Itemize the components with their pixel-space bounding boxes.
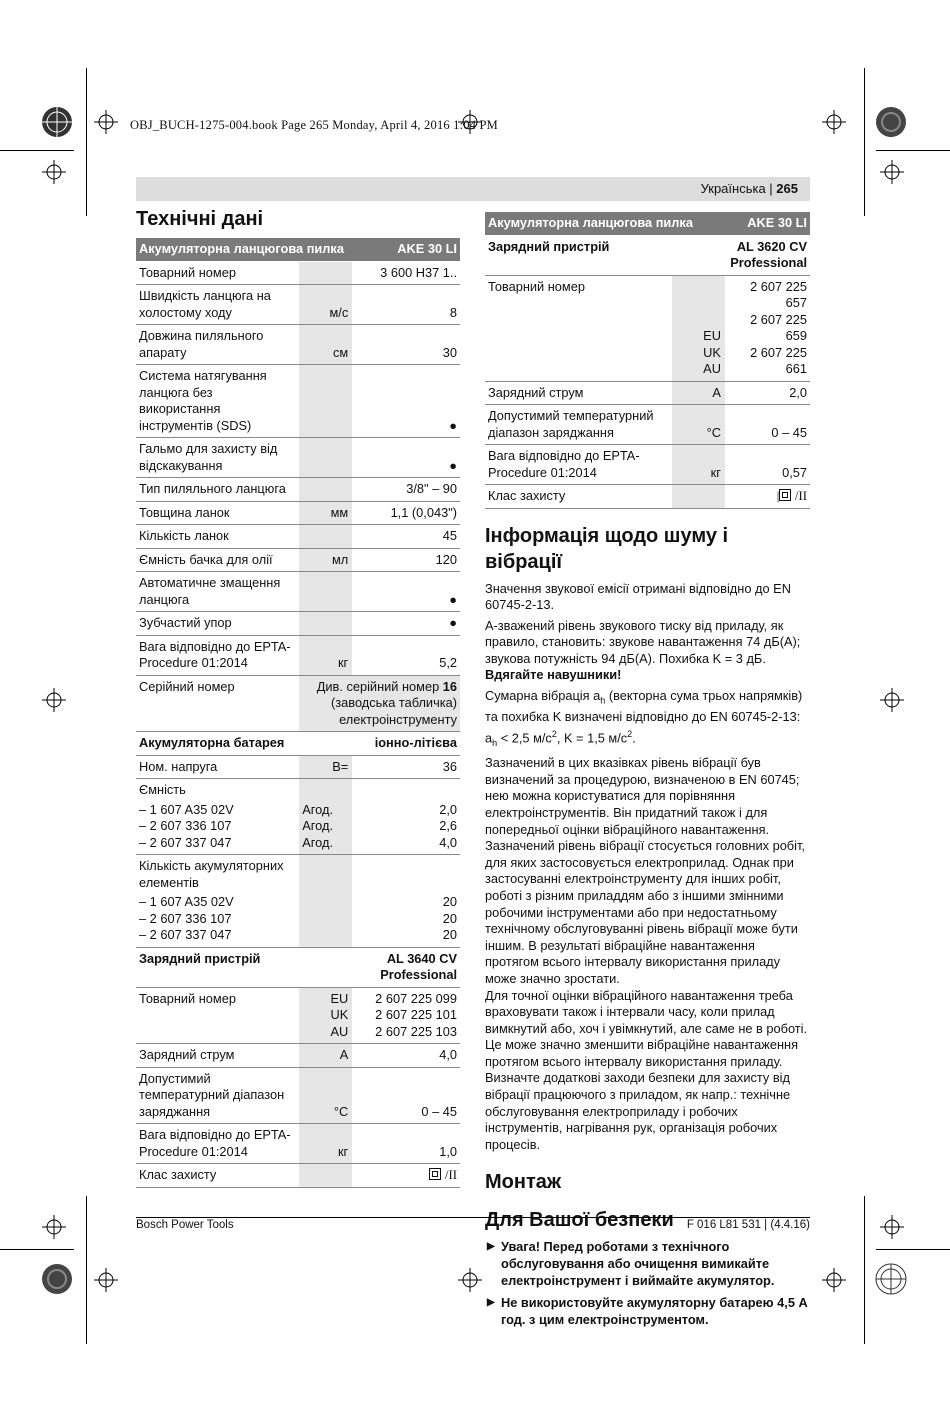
registration-mark-icon — [40, 1262, 74, 1296]
cells-item-value: 20 — [442, 910, 457, 926]
charger-article-values — [725, 275, 810, 381]
spec-row-unit: м/с — [299, 285, 352, 325]
print-slug: OBJ_BUCH-1275-004.book Page 265 Monday, April 4, 2016 1:04 PM — [130, 118, 498, 132]
safety-list — [485, 1239, 810, 1328]
capacity-row — [136, 779, 460, 855]
cells-values — [352, 855, 460, 948]
charger-head-row — [136, 947, 460, 987]
crop-mark — [864, 68, 865, 216]
charger-row-unit: кг — [299, 1124, 352, 1164]
battery-head-value: іонно-літієва — [352, 732, 460, 756]
region-code: EU — [330, 990, 349, 1006]
charger-head-label: Зарядний пристрій — [136, 947, 352, 987]
spec-row-label: Швидкість ланцюга на холостому ходу — [136, 285, 299, 325]
crosshair-icon — [880, 1215, 904, 1239]
region-code: AU — [703, 361, 721, 376]
spec-row-unit: мм — [299, 501, 352, 525]
region-code: UK — [703, 344, 721, 360]
head-label: Акумуляторна ланцюгова пилка — [136, 238, 352, 261]
charger-article-row — [485, 275, 810, 381]
crosshair-icon — [822, 110, 846, 134]
footer-doc-id: F 016 L81 531 | (4.4.16) — [686, 1219, 810, 1231]
protection-class-icon — [429, 1168, 441, 1180]
capacity-item-label: – 2 607 336 107 — [139, 818, 232, 833]
capacity-item-value: 2,6 — [439, 818, 457, 833]
spec-row-unit — [299, 478, 352, 502]
spec-row-value: 1,1 (0,043") — [352, 501, 460, 525]
charger-head-value — [725, 235, 810, 275]
spec-row-unit — [299, 572, 352, 612]
spec-row-label: Тип пиляльного ланцюга — [136, 478, 299, 502]
cells-units — [299, 855, 352, 948]
noise-paragraph: А-зважений рівень звукового тиску від приладу, як правило, становить: звукове навантаження 74 дБ(А); звукова потужність 94 дБ(А). Похибка K = 3 дБ. — [485, 617, 801, 666]
serial-label: Серійний номер — [136, 675, 299, 732]
vibration-text: a — [485, 730, 493, 746]
charger-row — [136, 1067, 460, 1124]
spec-row-label: Кількість ланок — [136, 525, 299, 549]
running-header: Українська | 265 — [136, 177, 810, 201]
spec-row-label: Товарний номер — [136, 261, 299, 285]
serial-value-c: (заводська табличка) електроінструменту — [331, 695, 457, 727]
article-number: 2 607 225 659 — [750, 311, 807, 343]
spec-row-label: Зубчастий упор — [136, 612, 299, 636]
charger-row-label: Зарядний струм — [485, 381, 672, 405]
vibration-paragraph — [485, 688, 810, 726]
protection-value — [352, 1164, 460, 1188]
spec-row — [136, 525, 460, 549]
spec-table — [136, 238, 460, 1188]
cells-item-label: – 2 607 336 107 — [139, 910, 232, 926]
vibration-text: < 2,5 м/с — [497, 730, 552, 746]
spec-row-label: Ємність бачка для олії — [136, 548, 299, 572]
charger-model: AL 3620 CV — [736, 238, 807, 254]
charger-article-regions — [299, 987, 352, 1044]
charger-row-unit: A — [672, 381, 725, 405]
crosshair-icon — [880, 160, 904, 184]
vibration-sup: 2 — [551, 728, 557, 739]
capacity-label: Ємність — [139, 782, 186, 797]
spec-row-unit — [299, 261, 352, 285]
spec-row — [136, 548, 460, 572]
page-number: 265 — [776, 181, 798, 196]
vibration-text: (векторна сума трьох напрямків) та похибка K визначені відповідно до EN 60745-2-13: — [485, 688, 803, 725]
protection-label: Клас захисту — [485, 485, 672, 509]
cells-labels — [136, 855, 299, 948]
spec-row — [136, 365, 460, 438]
spec-row-value: 3 600 H37 1.. — [352, 261, 460, 285]
crop-mark — [86, 68, 87, 216]
vibration-paragraph: Для точної оцінки вібраційного навантаження треба враховувати також і інтервали часу, коли прилад вимкнутий або, хоч і увімкнутий, але саме не в роботі. Це може значно зменшити вібраційне навантаження протягом всього інтервалу використання приладу. — [485, 987, 808, 1069]
charger-row — [136, 1044, 460, 1068]
protection-unit — [672, 485, 725, 509]
spec-row — [136, 501, 460, 525]
charger-model: AL 3640 CV — [386, 950, 457, 966]
cells-item-value: 20 — [442, 927, 457, 942]
charger-article-regions — [672, 275, 725, 381]
crosshair-icon — [94, 1268, 118, 1292]
serial-value-b: 16 — [442, 678, 457, 694]
crosshair-icon — [458, 1268, 482, 1292]
article-number: 2 607 225 103 — [375, 1023, 457, 1039]
crop-mark — [876, 150, 950, 151]
spec-row-label: Система натягування ланцюга без використання інструментів (SDS) — [136, 365, 299, 438]
vibration-text: Сумарна вібрація a — [485, 688, 601, 704]
cells-row — [136, 855, 460, 948]
charger-model-line: Professional — [730, 255, 807, 270]
registration-mark-icon — [40, 105, 74, 139]
list-item — [485, 1295, 810, 1328]
capacity-item-unit: Агод. — [302, 801, 334, 817]
charger-row-label: Вага відповідно до EPTA-Procedure 01:2014 — [136, 1124, 299, 1164]
capacity-units — [299, 779, 352, 855]
spec-row-label: Товщина ланок — [136, 501, 299, 525]
spec-row-unit — [299, 525, 352, 549]
cells-item-value: 20 — [442, 894, 457, 909]
charger-row-unit: °C — [672, 405, 725, 445]
section-title-tech-data: Технічні дані — [136, 208, 264, 230]
protection-row — [136, 1164, 460, 1188]
spec-row-value: 30 — [352, 325, 460, 365]
spec-row-label: Автоматичне змащення ланцюга — [136, 572, 299, 612]
spec-row — [136, 572, 460, 612]
crosshair-icon — [42, 1215, 66, 1239]
triangle-bullet-icon: ▶ — [487, 1241, 495, 1253]
article-number: 2 607 225 661 — [750, 344, 807, 376]
charger-row-label: Допустимий температурний діапазон заряджання — [136, 1067, 299, 1124]
spec-row-unit: мл — [299, 548, 352, 572]
region-code: AU — [330, 1023, 349, 1039]
charger-article-label: Товарний номер — [136, 987, 299, 1044]
protection-class: /II — [444, 1168, 457, 1182]
spec-row — [136, 635, 460, 675]
spec-row-unit — [299, 438, 352, 478]
spec-row-value: 5,2 — [352, 635, 460, 675]
article-number: 2 607 225 101 — [375, 1007, 457, 1022]
region-code: UK — [330, 1007, 349, 1022]
voltage-unit: В= — [299, 755, 352, 779]
crosshair-icon — [822, 1268, 846, 1292]
charger-row-value: 1,0 — [352, 1124, 460, 1164]
battery-head-label: Акумуляторна батарея — [136, 732, 352, 756]
list-item-text: Не використовуйте акумуляторну батарею 4,5 A год. з цим електроінструментом. — [501, 1295, 808, 1327]
list-item — [485, 1239, 810, 1289]
spec-row-value: ● — [352, 612, 460, 636]
voltage-value: 36 — [352, 755, 460, 779]
crosshair-icon — [880, 688, 904, 712]
capacity-values — [352, 779, 460, 855]
spec-row-unit — [299, 365, 352, 438]
serial-value — [299, 675, 460, 732]
spec-row-unit: см — [299, 325, 352, 365]
registration-mark-icon — [874, 105, 908, 139]
header-language: Українська — [700, 181, 766, 196]
section-title-safety: Для Вашої безпеки — [485, 1209, 674, 1232]
cells-label: Кількість акумуляторних елементів — [139, 858, 284, 890]
vibration-text: , K = 1,5 м/с — [556, 730, 628, 746]
charger-row — [485, 405, 810, 445]
spec-row-value: ● — [352, 572, 460, 612]
charger-head-value — [352, 947, 460, 987]
capacity-item-value: 4,0 — [439, 834, 457, 850]
voltage-label: Ном. напруга — [136, 755, 299, 779]
charger-row-value: 4,0 — [352, 1044, 460, 1068]
charger-head-label: Зарядний пристрій — [485, 235, 725, 275]
crosshair-icon — [42, 160, 66, 184]
spec-row — [136, 612, 460, 636]
table-head-row — [136, 238, 460, 261]
right-column — [485, 212, 810, 1334]
vibration-sup: 2 — [627, 728, 633, 739]
crosshair-icon — [94, 110, 118, 134]
crop-mark — [876, 1249, 950, 1250]
charger-row-value: 0 – 45 — [725, 405, 810, 445]
vibration-sub: h — [492, 737, 498, 748]
charger-row-unit: °C — [299, 1067, 352, 1124]
spec-row — [136, 261, 460, 285]
spec-row-value: 45 — [352, 525, 460, 549]
noise-paragraph: Значення звукової емісії отримані відповідно до EN 60745-2-13. — [485, 580, 791, 613]
vibration-paragraph: Зазначений в цих вказівках рівень вібрації був визначений за процедурою, визначеною в EN 60745; нею можна користуватися для порівняння електроінструментів. Він придатний також і для попередньої оцінки вібраційного навантаження. — [485, 755, 800, 837]
battery-head-row — [136, 732, 460, 756]
spec-row — [136, 438, 460, 478]
section-title-noise: Інформація щодо шуму і вібрації — [485, 524, 729, 573]
head-label: Акумуляторна ланцюгова пилка — [485, 212, 725, 235]
spec-row-value: 8 — [352, 285, 460, 325]
serial-value-a: Див. серійний номер — [316, 678, 443, 694]
head-value: AKE 30 LI — [352, 238, 460, 261]
footer-brand: Bosch Power Tools — [136, 1219, 234, 1231]
capacity-item-label: – 2 607 337 047 — [139, 834, 232, 850]
capacity-item-value: 2,0 — [439, 801, 457, 817]
charger-row-value: 0 – 45 — [352, 1067, 460, 1124]
charger-row — [485, 381, 810, 405]
charger-row-value: 0,57 — [725, 445, 810, 485]
charger-row-label: Зарядний струм — [136, 1044, 299, 1068]
spec-row — [136, 478, 460, 502]
spec-row-label: Довжина пиляльного апарату — [136, 325, 299, 365]
spec-row-label: Гальмо для захисту від відскакування — [136, 438, 299, 478]
spec-row — [136, 285, 460, 325]
voltage-row — [136, 755, 460, 779]
left-column — [136, 206, 460, 1188]
charger-row-unit: A — [299, 1044, 352, 1068]
vibration-sub: h — [600, 695, 606, 706]
charger-article-label: Товарний номер — [485, 275, 672, 381]
vibration-paragraph: Визначте додаткові заходи безпеки для захисту від вібрації працюючого з приладом, як напр.: технічне обслуговування електроприладу і робочих інструментів, нагрівання рук, організація робочих процесів. — [485, 1070, 791, 1152]
capacity-labels — [136, 779, 299, 855]
capacity-item-label: – 1 607 A35 02V — [139, 801, 234, 817]
serial-row — [136, 675, 460, 732]
spec-row-value: ● — [352, 365, 460, 438]
spec-row-unit — [299, 612, 352, 636]
article-number: 2 607 225 657 — [750, 278, 807, 310]
capacity-item-unit: Агод. — [302, 818, 334, 833]
charger-head-row — [485, 235, 810, 275]
crop-mark — [0, 150, 74, 151]
spec-table-continued — [485, 212, 810, 509]
protection-class-icon — [779, 489, 791, 501]
charger-row — [136, 1124, 460, 1164]
charger-row — [485, 445, 810, 485]
charger-article-row — [136, 987, 460, 1044]
charger-row-unit: кг — [672, 445, 725, 485]
crop-mark — [86, 1196, 87, 1344]
protection-row — [485, 485, 810, 509]
protection-label: Клас захисту — [136, 1164, 299, 1188]
table-head-row — [485, 212, 810, 235]
charger-row-label: Вага відповідно до EPTA-Procedure 01:2014 — [485, 445, 672, 485]
cells-item-label: – 1 607 A35 02V — [139, 894, 234, 909]
charger-row-label: Допустимий температурний діапазон заряджання — [485, 405, 672, 445]
head-value: AKE 30 LI — [725, 212, 810, 235]
spec-row-value: ● — [352, 438, 460, 478]
spec-row-label: Вага відповідно до EPTA-Procedure 01:2014 — [136, 635, 299, 675]
list-item-text: Увага! Перед роботами з технічного обслуговування або очищення вимикайте електроінструмент і виймайте акумулятор. — [501, 1239, 775, 1288]
vibration-paragraph: Зазначений рівень вібрації стосується головних робіт, для яких застосовується електроприлад. Однак при застосуванні електроінструменту для інших робіт, роботі з різним приладдям або з іншими змінними робочими інструментами або при недостатньому технічному обслуговуванні рівень вібрації може бути іншим. В результаті вібраційне навантаження протягом всього інтервалу використання приладу може значно зростати. — [485, 838, 805, 986]
article-number: 2 607 225 099 — [375, 990, 457, 1006]
capacity-item-unit: Агод. — [302, 834, 334, 850]
crosshair-icon — [42, 688, 66, 712]
region-code: EU — [703, 328, 721, 343]
spec-row — [136, 325, 460, 365]
vibration-text: . — [632, 730, 636, 746]
section-title-montage: Монтаж — [485, 1171, 562, 1194]
spec-row-unit: кг — [299, 635, 352, 675]
protection-value: | /II — [725, 485, 810, 509]
triangle-bullet-icon: ▶ — [487, 1297, 495, 1309]
registration-mark-icon — [874, 1262, 908, 1296]
protection-unit — [299, 1164, 352, 1188]
spec-row-value: 3/8" – 90 — [352, 478, 460, 502]
spec-row-value: 120 — [352, 548, 460, 572]
noise-warning: Вдягайте навушники! — [485, 667, 622, 683]
crop-mark — [864, 1196, 865, 1344]
charger-model-line: Professional — [380, 967, 457, 982]
protection-class: /II — [794, 489, 807, 503]
charger-row-value: 2,0 — [725, 381, 810, 405]
footer-rule — [136, 1217, 810, 1218]
vibration-value — [485, 726, 810, 751]
cells-item-label: – 2 607 337 047 — [139, 927, 232, 942]
crop-mark — [0, 1249, 74, 1250]
charger-article-values — [352, 987, 460, 1044]
